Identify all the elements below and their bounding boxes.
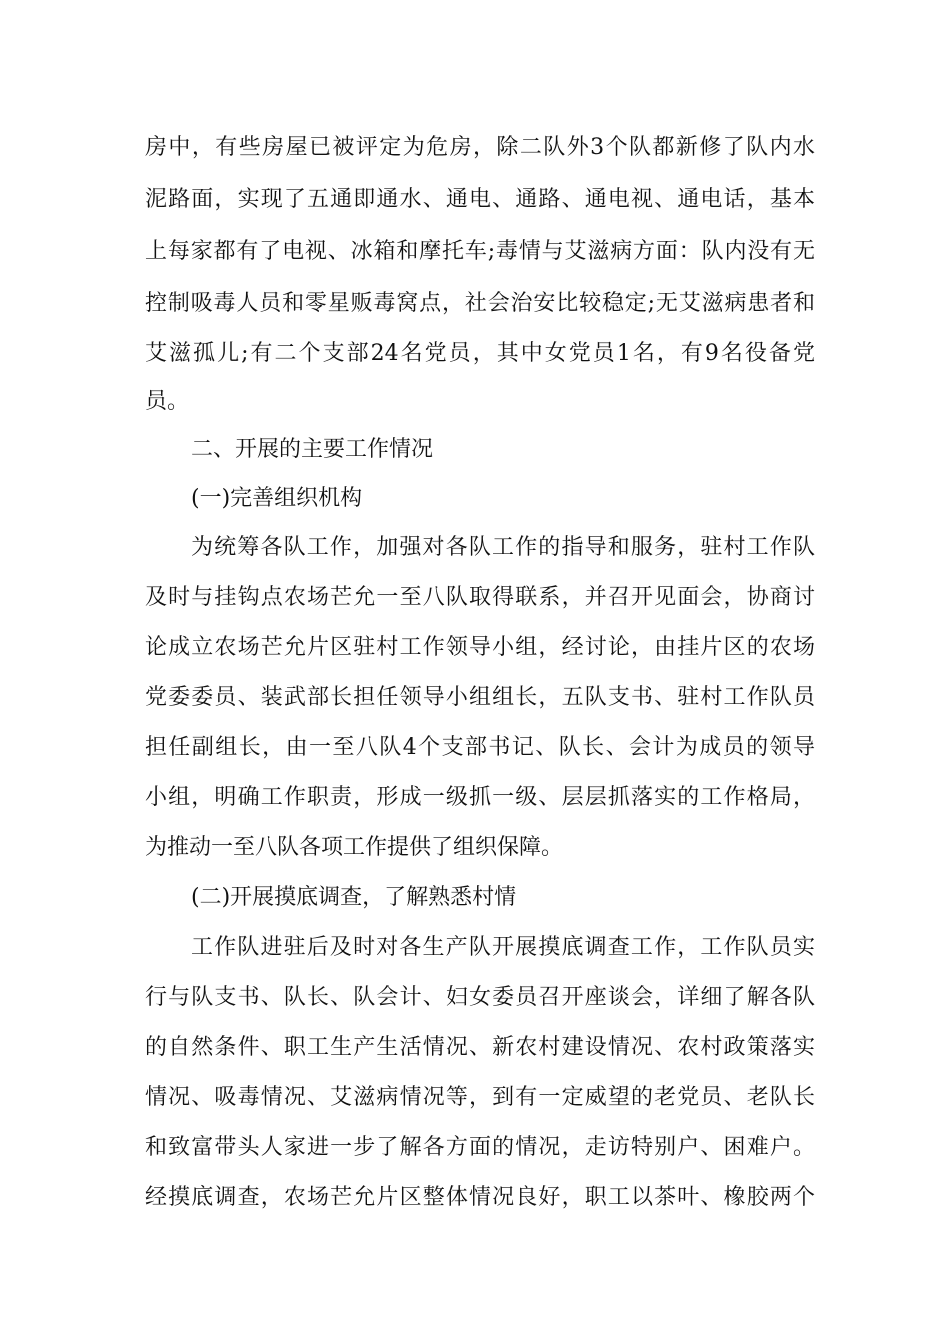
paragraph-1-line-5: 艾滋孤儿;有二个支部24名党员，其中女党员1名，有9名役备党 [145, 341, 815, 366]
paragraph-1-line-3: 上每家都有了电视、冰箱和摩托车;毒情与艾滋病方面：队内没有无 [145, 239, 815, 264]
paragraph-2-line-3: 论成立农场芒允片区驻村工作领导小组，经讨论，由挂片区的农场 [145, 635, 815, 660]
paragraph-3-line-6: 经摸底调查，农场芒允片区整体情况良好，职工以茶叶、橡胶两个 [145, 1185, 815, 1210]
paragraph-3-line-2: 行与队支书、队长、队会计、妇女委员召开座谈会，详细了解各队 [145, 985, 815, 1010]
paragraph-1-line-2: 泥路面，实现了五通即通水、通电、通路、通电视、通电话，基本 [145, 187, 815, 212]
paragraph-3-line-3: 的自然条件、职工生产生活情况、新农村建设情况、农村政策落实 [145, 1035, 815, 1060]
paragraph-3-line-1: 工作队进驻后及时对各生产队开展摸底调查工作，工作队员实 [191, 935, 815, 960]
paragraph-2-line-1: 为统筹各队工作，加强对各队工作的指导和服务，驻村工作队 [191, 535, 815, 560]
paragraph-2-line-4: 党委委员、装武部长担任领导小组组长，五队支书、驻村工作队员 [145, 685, 815, 710]
paragraph-2-line-2: 及时与挂钩点农场芒允一至八队取得联系，并召开见面会，协商讨 [145, 585, 815, 610]
paragraph-1-line-6: 员。 [145, 389, 190, 414]
paragraph-3-line-4: 情况、吸毒情况、艾滋病情况等，到有一定威望的老党员、老队长 [145, 1085, 815, 1110]
subsection-heading-1: (一)完善组织机构 [191, 486, 363, 511]
subsection-heading-2: (二)开展摸底调查，了解熟悉村情 [191, 885, 517, 910]
section-heading: 二、开展的主要工作情况 [191, 437, 434, 462]
paragraph-1-line-4: 控制吸毒人员和零星贩毒窝点，社会治安比较稳定;无艾滋病患者和 [145, 291, 815, 316]
paragraph-1-line-1: 房中，有些房屋已被评定为危房，除二队外3个队都新修了队内水 [145, 135, 815, 160]
paragraph-2-line-5: 担任副组长，由一至八队4个支部书记、队长、会计为成员的领导 [145, 735, 815, 760]
paragraph-2-line-6: 小组，明确工作职责，形成一级抓一级、层层抓落实的工作格局， [145, 785, 815, 810]
paragraph-2-line-7: 为推动一至八队各项工作提供了组织保障。 [145, 835, 564, 860]
paragraph-3-line-5: 和致富带头人家进一步了解各方面的情况，走访特别户、困难户。 [145, 1135, 815, 1160]
